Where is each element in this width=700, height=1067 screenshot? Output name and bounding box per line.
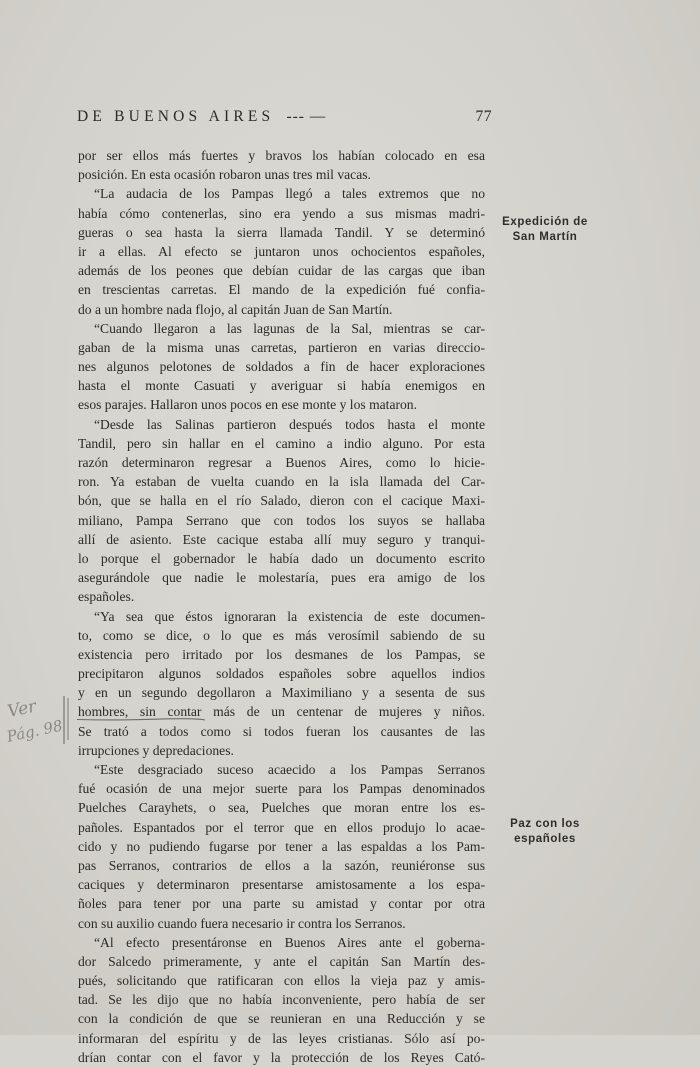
text-line: asegurándole que nadie le molestaría, pues era amigo de los	[78, 570, 485, 586]
text-line: “Este desgraciado suceso acaecido a los Pampas Serranos	[94, 762, 485, 777]
text-line: irrupciones y depredaciones.	[78, 742, 234, 758]
margin-note-expedicion	[494, 215, 596, 245]
text-line: hasta el monte Casuati y averiguar si había enemigos en	[78, 378, 485, 394]
text-line: drían contar con el favor y la protección de los Reyes Cató-	[78, 1049, 485, 1065]
text-line: ir a ellas. Al efecto se juntaron unos ochocientos españoles,	[78, 243, 485, 259]
text-line: ron. Ya estaban de vuelta cuando en la isla llamada del Car-	[78, 474, 485, 490]
text-line: pas Serranos, contrarios de ellos a la sazón, reuniéronse sus	[78, 857, 485, 873]
margin-note-line: San Martín	[512, 231, 578, 243]
text-line: en trescientas carretas. El mando de la expedición fué confia-	[78, 282, 485, 298]
text-line: pués, solicitando que ratificaran con ellos la vieja paz y amis-	[78, 973, 485, 989]
text-line: cido y no pudiendo fugarse por tener a las espaldas a los Pam-	[78, 838, 485, 854]
text-line: españoles.	[78, 589, 135, 605]
text-line: Se trató a todos como si todos fueran los causantes de las	[78, 723, 485, 739]
text-line: pañoles. Espantados por el terror que en ellos produjo lo acae-	[78, 819, 485, 835]
handwritten-margin-note	[4, 690, 72, 750]
text-line: bón, que se halla en el río Salado, dieron con el cacique Maxi-	[78, 493, 485, 509]
text-line: caciques y determinaron presentarse amistosamente a los espa-	[78, 877, 485, 893]
text-line: “Al efecto presentáronse en Buenos Aires ante el goberna-	[94, 934, 485, 950]
text-line: además de los peones que debían cuidar de las cargas que iban	[78, 263, 485, 279]
margin-note-line: españoles	[514, 833, 576, 845]
text-line: gueras o sea hasta la sierra llamada Tandil. Y se determinó	[78, 224, 485, 240]
text-line: gaban de la misma unas carretas, partieron en varias direccio-	[78, 339, 485, 355]
text-line: informaran del espíritu y de las leyes cristianas. Sólo así po-	[78, 1030, 485, 1046]
text-line: miliano, Pampa Serrano que con todos los suyos se hallaba	[78, 512, 485, 528]
text-line: Tandil, pero sin hallar en el camino a indio alguno. Por esta	[78, 435, 485, 451]
handwritten-line-page: Pág. 98	[5, 716, 65, 746]
margin-note-line: Paz con los	[510, 818, 580, 830]
handwritten-line-ver: Ver	[5, 696, 39, 723]
text-line: y en un segundo degollaron a Maximiliano y a sesenta de sus	[78, 685, 485, 701]
margin-note-line: Expedición de	[502, 216, 588, 228]
running-title: DE BUENOS AIRES	[77, 108, 275, 125]
text-line: allí de asiento. Este cacique estaba allí muy seguro y tranqui-	[78, 531, 485, 547]
text-line: hombres, sin contar más de un centenar de mujeres y niños.	[78, 704, 485, 720]
text-line: existencia pero irritado por los desmanes de los Pampas, se	[78, 646, 485, 662]
text-line: Puelches Carayhets, o sea, Puelches que moran entre los es-	[78, 800, 485, 816]
text-line: lo porque el gobernador le había dado un documento escrito	[78, 550, 485, 566]
text-line: dor Salcedo primeramente, y ante el capitán San Martín des-	[78, 953, 485, 969]
text-line: posición. En esta ocasión robaron unas tres mil vacas.	[78, 167, 371, 183]
text-line: con la condición de que se reunieran en una Reducción y se	[78, 1011, 485, 1027]
page-number: 77	[475, 108, 492, 125]
text-line: tad. Se les dijo que no había inconveniente, pero había de ser	[78, 992, 485, 1008]
running-header	[77, 108, 492, 126]
text-line: razón determinaron regresar a Buenos Aires, como lo hicie-	[78, 455, 485, 470]
text-line: por ser ellos más fuertes y bravos los habían colocado en esa	[78, 148, 485, 163]
text-line: “Desde las Salinas partieron después todos hasta el monte	[94, 416, 485, 432]
text-line: precipitaron algunos soldados españoles sobre aquellos indios	[78, 666, 485, 682]
text-line: “Ya sea que éstos ignoraran la existencia de este documen-	[94, 608, 485, 624]
text-line: había cómo contenerlas, sino era yendo a sus mismas madri-	[78, 205, 485, 221]
text-line: “Cuando llegaron a las lagunas de la Sal, mientras se car-	[94, 320, 485, 336]
margin-note-paz	[494, 817, 596, 847]
text-line: ñoles para tener por una parte su amistad y contar por otra	[78, 896, 485, 912]
pencil-underline	[76, 718, 206, 721]
header-dashes: --- —	[286, 108, 327, 125]
text-line: con su auxilio cuando fuera necesario ir contra los Serranos.	[78, 915, 406, 931]
body-text	[78, 146, 485, 1067]
text-line: esos parajes. Hallaron unos pocos en ese monte y los mataron.	[78, 397, 418, 413]
text-line: to, como se dice, o lo que es más verosímil sabiendo de su	[78, 627, 485, 643]
text-line: “La audacia de los Pampas llegó a tales extremos que no	[94, 186, 485, 202]
text-line: fué ocasión de una mejor suerte para los Pampas denominados	[78, 781, 485, 797]
text-line: nes algunos pelotones de soldados a fin de hacer exploraciones	[78, 359, 485, 375]
text-line: do a un hombre nada flojo, al capitán Juan de San Martín.	[78, 301, 393, 317]
